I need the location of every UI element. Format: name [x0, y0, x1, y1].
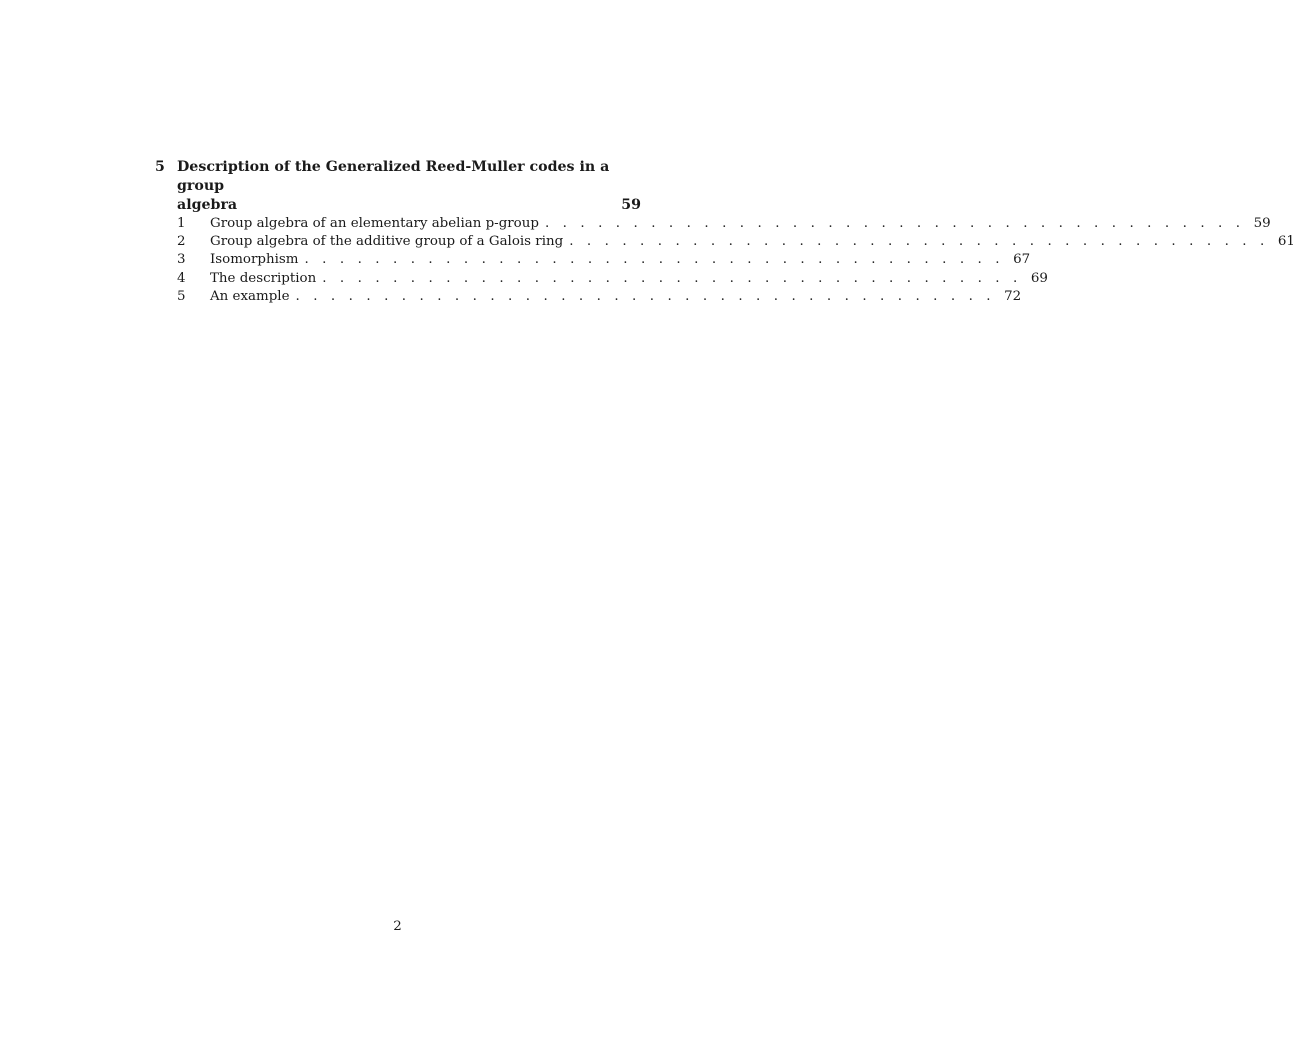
- section-title: The description: [210, 270, 317, 286]
- dot-leader: . . . . . . . . . . . . . . . . . . . . . . . . . . . . . . . . . . . . . . . .: [544, 216, 1245, 231]
- toc-section-entry[interactable]: [155, 233, 1295, 251]
- section-title: Isomorphism: [210, 252, 299, 268]
- table-of-contents: [155, 158, 1295, 306]
- section-number: 2: [177, 234, 186, 250]
- toc-section-entry[interactable]: [155, 215, 1271, 233]
- dot-leader: . . . . . . . . . . . . . . . . . . . . . . . . . . . . . . . . . . . . . . . .: [304, 252, 1005, 268]
- section-page-number: 72: [1004, 288, 1022, 304]
- chapter-title-line1: Description of the Generalized Reed-Muller codes in a group: [177, 159, 610, 194]
- chapter-title-block: [177, 158, 641, 215]
- chapter-title-line2-row: [177, 196, 641, 215]
- section-number: 4: [177, 270, 186, 286]
- section-number: 1: [177, 216, 186, 231]
- toc-section-entry[interactable]: [155, 288, 1022, 306]
- section-page-number: 59: [1253, 216, 1271, 231]
- dot-leader: . . . . . . . . . . . . . . . . . . . . . . . . . . . . . . . . . . . . . . . .: [295, 288, 996, 304]
- chapter-page-number: 59: [621, 197, 641, 213]
- section-page-number: 61: [1277, 234, 1295, 250]
- toc-section-list: [155, 215, 1295, 306]
- section-number: 5: [177, 288, 186, 304]
- section-page-number: 67: [1013, 252, 1031, 268]
- section-number: 3: [177, 252, 186, 268]
- toc-section-entry[interactable]: [155, 270, 1048, 288]
- section-title: Group algebra of the additive group of a Galois ring: [210, 234, 564, 250]
- chapter-title-line2: algebra: [177, 197, 238, 213]
- section-title: Group algebra of an elementary abelian p-group: [210, 216, 539, 231]
- section-page-number: 69: [1030, 270, 1048, 286]
- chapter-number: 5: [155, 159, 165, 175]
- dot-leader: . . . . . . . . . . . . . . . . . . . . . . . . . . . . . . . . . . . . . . . .: [569, 234, 1269, 250]
- toc-section-entry[interactable]: [155, 251, 1031, 269]
- toc-chapter-entry[interactable]: [155, 158, 641, 215]
- page-number-footer: 2: [393, 919, 402, 934]
- dot-leader: . . . . . . . . . . . . . . . . . . . . . . . . . . . . . . . . . . . . . . . .: [322, 270, 1022, 286]
- section-title: An example: [210, 288, 290, 304]
